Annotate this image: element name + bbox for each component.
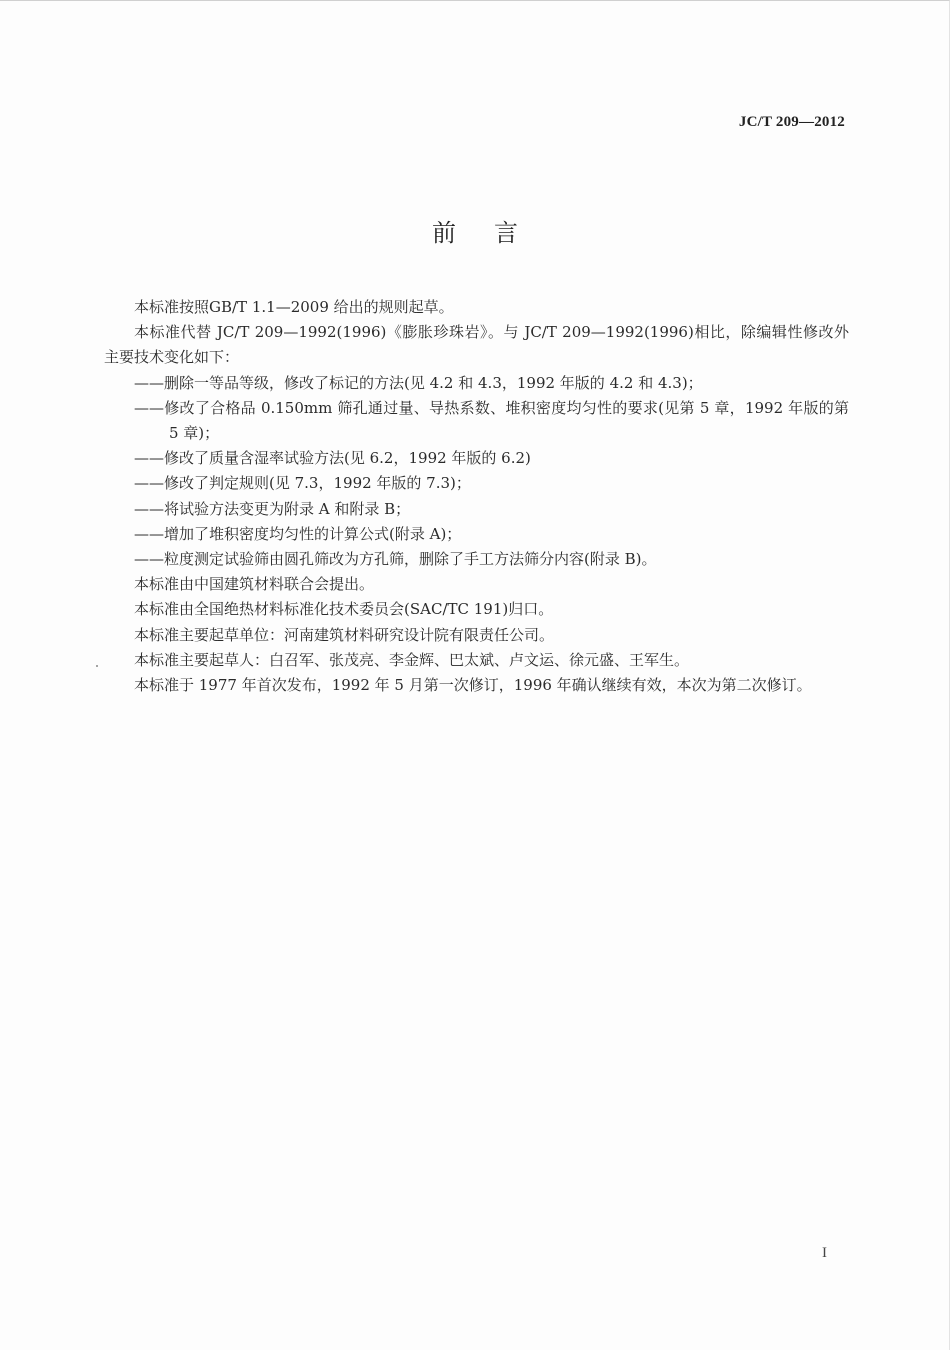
- standard-number: JC/T 209—2012: [738, 114, 845, 130]
- change-item: ——修改了合格品 0.150mm 筛孔通过量、导热系数、堆积密度均匀性的要求(见第 5 章，1992 年版的第 5 章)；: [134, 398, 849, 443]
- change-item: ——修改了质量含湿率试验方法(见 6.2，1992 年版的 6.2): [134, 449, 531, 468]
- paragraph-drafting-unit: 本标准主要起草单位：河南建筑材料研究设计院有限责任公司。: [134, 625, 555, 644]
- change-item: ——删除一等品等级，修改了标记的方法(见 4.2 和 4.3，1992 年版的 4.2 和 4.3)；: [134, 373, 703, 392]
- scan-speck: [96, 665, 98, 667]
- change-item: ——粒度测定试验筛由圆孔筛改为方孔筛，删除了手工方法筛分内容(附录 B)。: [134, 550, 657, 569]
- paragraph-drafters: 本标准主要起草人：白召军、张茂亮、李金辉、巴太斌、卢文运、徐元盛、王军生。: [134, 650, 690, 669]
- change-item: ——将试验方法变更为附录 A 和附录 B；: [134, 499, 411, 518]
- change-item: ——增加了堆积密度均匀性的计算公式(附录 A)；: [134, 524, 462, 543]
- paragraph-history: 本标准于 1977 年首次发布，1992 年 5 月第一次修订，1996 年确认继续有效，本次为第二次修订。: [134, 676, 812, 695]
- change-item: ——修改了判定规则(见 7.3，1992 年版的 7.3)；: [134, 474, 471, 493]
- paragraph-replacement: 本标准代替 JC/T 209—1992(1996)《膨胀珍珠岩》。与 JC/T 209—1992(1996)相比，除编辑性修改外主要技术变化如下：: [104, 323, 849, 367]
- paragraph-proposer: 本标准由中国建筑材料联合会提出。: [134, 575, 375, 594]
- page-title: 前言: [432, 219, 556, 247]
- foreword-body: [104, 295, 849, 698]
- paragraph-committee: 本标准由全国绝热材料标准化技术委员会(SAC/TC 191)归口。: [134, 600, 554, 619]
- page-number: I: [822, 1245, 827, 1261]
- paragraph-drafting-rule: 本标准按照GB/T 1.1—2009 给出的规则起草。: [134, 298, 454, 316]
